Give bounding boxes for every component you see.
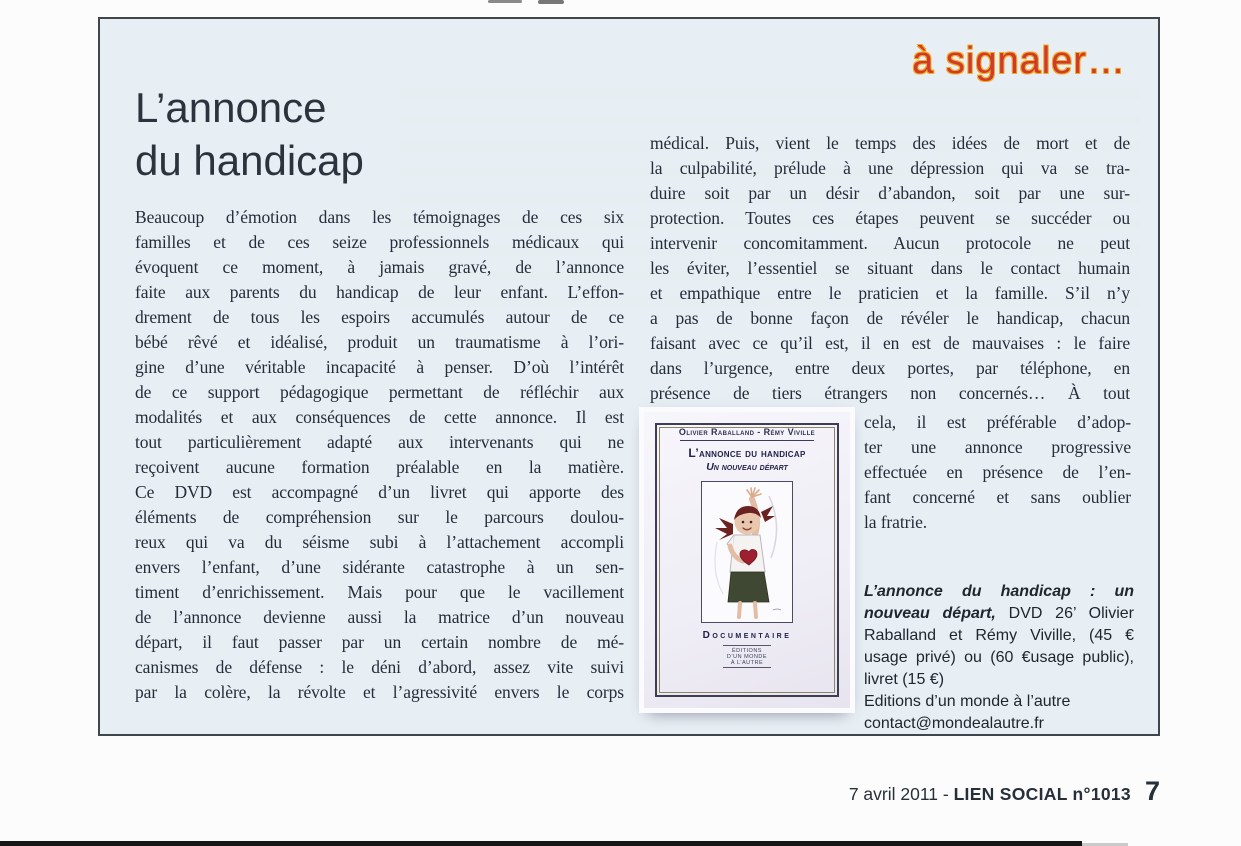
text-line: gine d’une véritable incapacité à penser. D’où l’intérêt [135,357,624,377]
text-line: timent d’enrichissement. Mais pour que le vacillement [135,582,624,602]
text-line: bébé rêvé et idéalisé, produit un traumatisme à l’ori- [135,332,624,352]
text-line: par la colère, la révolte et l’agressivité envers le corps [135,682,624,702]
text-line: la culpabilité, prélude à une dépression qui va se tra- [650,158,1130,178]
text-line: du handicap [135,137,364,184]
text-line: départ, il faut passer par un certain nombre de mé- [135,632,624,652]
text-line: cela, il est préférable d’adop- [864,412,1131,432]
text-line: dans l’urgence, entre deux portes, par téléphone, en [650,358,1130,378]
scan-artifact-top [538,0,564,4]
page-number: 7 [1144,776,1160,806]
text-line: a pas de bonne façon de révéler le handicap, chacun [650,308,1130,328]
text-line: intervenir concomitamment. Aucun protocole ne peut [650,233,1130,253]
scan-artifact-bottom [0,841,1082,846]
citation-details: DVD 26’ Olivier Raballand et Rémy Viville, (45 € usage privé) ou (60 €usage public), livret (15 €) [864,605,1135,688]
citation-block [864,581,1134,735]
dvd-cover [644,412,850,708]
text-line: reux qui va du séisme subi à l’attachement accompli [135,532,624,552]
text-line: modalités et aux conséquences de cette annonce. Il est [135,407,624,427]
citation-paragraph [864,581,1134,691]
dvd-authors: Olivier Raballand - Rémy Viville [678,427,816,437]
text-line: canismes de défense : le déni d’abord, assez vite suivi [135,657,624,677]
dvd-subtitle: Un nouveau départ [706,461,788,473]
text-line: familles et de ces seize professionnels médicaux qui [135,232,624,252]
text-line: présence de tiers étrangers non concernés… À tout [650,383,1130,403]
text-line: de l’annonce devienne aussi la matrice d’un nouveau [135,607,624,627]
text-line: envers l’enfant, d’une sidérante catastrophe à un sen- [135,557,624,577]
text-line: L’annonce [135,84,327,131]
citation-title: L’annonce du handicap : un nouveau départ, [864,583,1134,622]
text-line: éléments de compréhension sur le parcours doulou- [135,507,624,527]
dvd-cover-content [649,417,845,703]
text-line: la fratrie. [864,512,928,532]
text-line: ÉDITIONS [732,647,762,654]
text-line: reçoivent aucune formation préalable en la matière. [135,457,624,477]
text-line: faisant avec ce qu’il est, il en est de mauvaises : le faire [650,333,1130,353]
text-line: fant concerné et sans oublier [864,487,1131,507]
text-line: Beaucoup d’émotion dans les témoignages de ces six [135,207,624,227]
text-line: les éviter, l’essentiel se situant dans le contact humain [650,258,1130,278]
text-line: et empathique entre le praticien et la famille. S’il n’y [650,283,1130,303]
page-title [135,81,364,187]
text-line: protection. Toutes ces étapes peuvent se succéder ou [650,208,1130,228]
citation-publisher: Editions d’un monde à l’autre [864,693,1071,710]
dvd-publisher-logo [723,645,771,668]
footer-date: 7 avril 2011 - [848,784,954,804]
text-line: ter une annonce progressive [864,437,1131,457]
text-line: duire soit par un désir d’abandon, soit par une sur- [650,183,1130,203]
article-body-right-column [650,131,1130,406]
text-line: faite aux parents du handicap de leur enfant. L’effon- [135,282,624,302]
dvd-divider [680,440,813,441]
dvd-illustration [701,481,793,623]
dvd-title: L’annonce du handicap [688,446,806,460]
scan-artifact-top [488,0,522,3]
text-line: évoquent ce moment, à jamais gravé, de l’annonce [135,257,624,277]
text-line: drement de tous les espoirs accumulés autour de ce [135,307,624,327]
text-line: À L’AUTRE [730,659,764,666]
text-line: Ce DVD est accompagné d’un livret qui apporte des [135,482,624,502]
article-panel [98,17,1160,736]
text-line: de ce support pédagogique permettant de réfléchir aux [135,382,624,402]
dvd-genre: Documentaire [702,630,792,641]
text-line: médical. Puis, vient le temps des idées de mort et de [650,133,1130,153]
section-flag: à signaler… [912,40,1126,82]
article-body-left-column [135,205,624,705]
text-line: effectuée en présence de l’en- [864,462,1131,482]
citation-contact: contact@mondealautre.fr [864,715,1044,732]
footer-magazine: LIEN SOCIAL n°1013 [953,784,1131,804]
page-footer [849,776,1160,807]
girl-illustration [703,482,792,621]
text-line: tout particulièrement adapté aux intervenants qui ne [135,432,624,452]
article-body-wrap-column [864,410,1131,535]
text-line: D’UN MONDE [726,653,768,660]
